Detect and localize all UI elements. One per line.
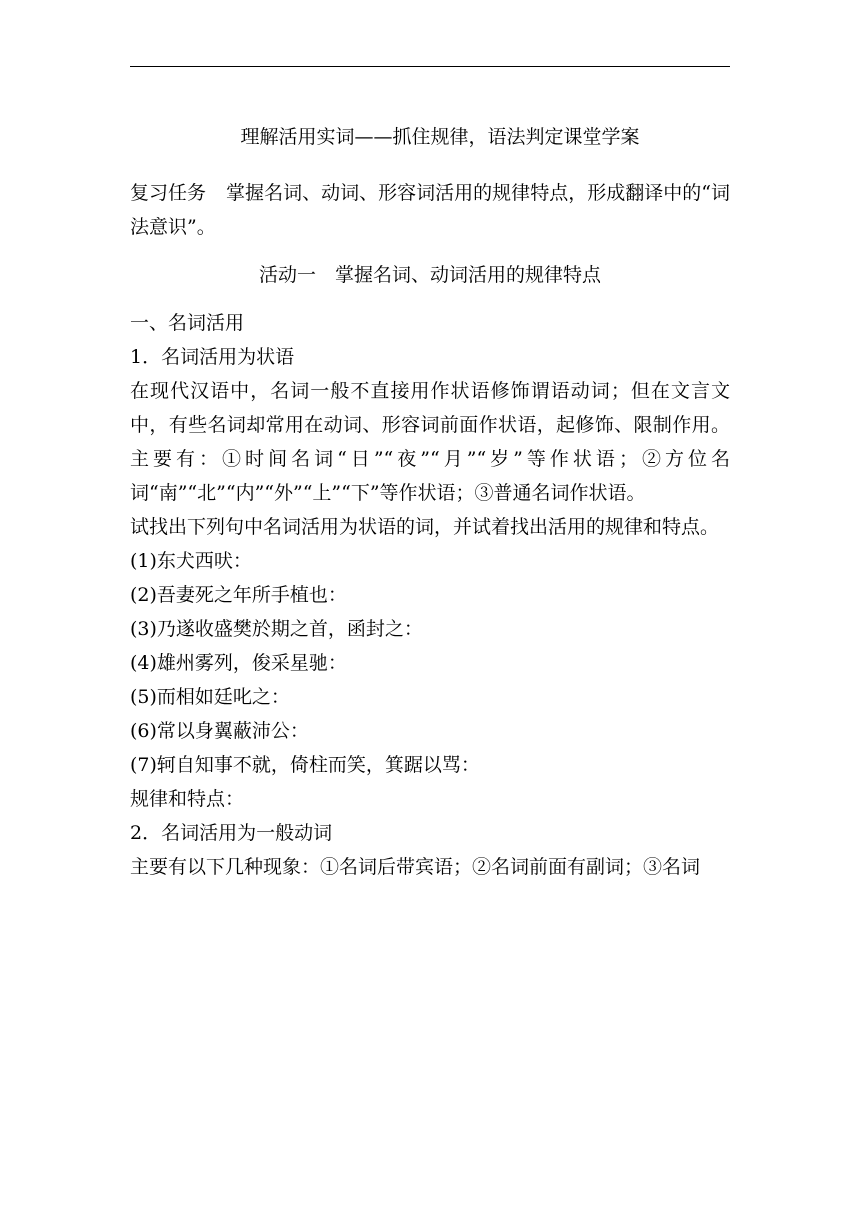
subsection-1-intro: 在现代汉语中，名词一般不直接用作状语修饰谓语动词；但在文言文中，有些名词却常用在动词、形容词前面作状语，起修饰、限制作用。主要有：①时间名词“日”“夜”“月”“岁”等作状语；②方位名词“南”“北”“内”“外”“上”“下”等作状语；③普通名词作状语。: [130, 380, 730, 504]
example-sentence: (7)轲自知事不就，倚柱而笑，箕踞以骂：: [130, 754, 480, 776]
review-task-text: 掌握名词、动词、形容词活用的规律特点，形成翻译中的“词法意识”。: [130, 182, 730, 238]
review-task-label: 复习任务: [130, 182, 207, 204]
review-task: [130, 176, 730, 244]
subsection-1-heading: 1．名词活用为状语: [130, 346, 295, 368]
example-sentence: (5)而相如廷叱之：: [130, 686, 290, 708]
header-rule: [130, 66, 730, 67]
activity-heading: 活动一 掌握名词、动词活用的规律特点: [258, 264, 601, 286]
subsection-1-instruction: 试找出下列句中名词活用为状语的词，并试着找出活用的规律和特点。: [130, 516, 720, 538]
pattern-label: 规律和特点：: [130, 788, 245, 810]
document-body: [130, 120, 730, 884]
example-sentence: (2)吾妻死之年所手植也：: [130, 584, 347, 606]
example-sentence: (6)常以身翼蔽沛公：: [130, 720, 309, 742]
subsection-2-heading: 2．名词活用为一般动词: [130, 822, 333, 844]
document-title: 理解活用实词——抓住规律，语法判定课堂学案: [240, 126, 640, 148]
example-sentence: (4)雄州雾列，俊采星驰：: [130, 652, 347, 674]
subsection-2-intro: 主要有以下几种现象：①名词后带宾语；②名词前面有副词；③名词: [130, 856, 701, 878]
section-heading: 一、名词活用: [130, 312, 245, 334]
example-sentence: (3)乃遂收盛樊於期之首，函封之：: [130, 618, 423, 640]
example-sentence: (1)东犬西吠：: [130, 550, 252, 572]
